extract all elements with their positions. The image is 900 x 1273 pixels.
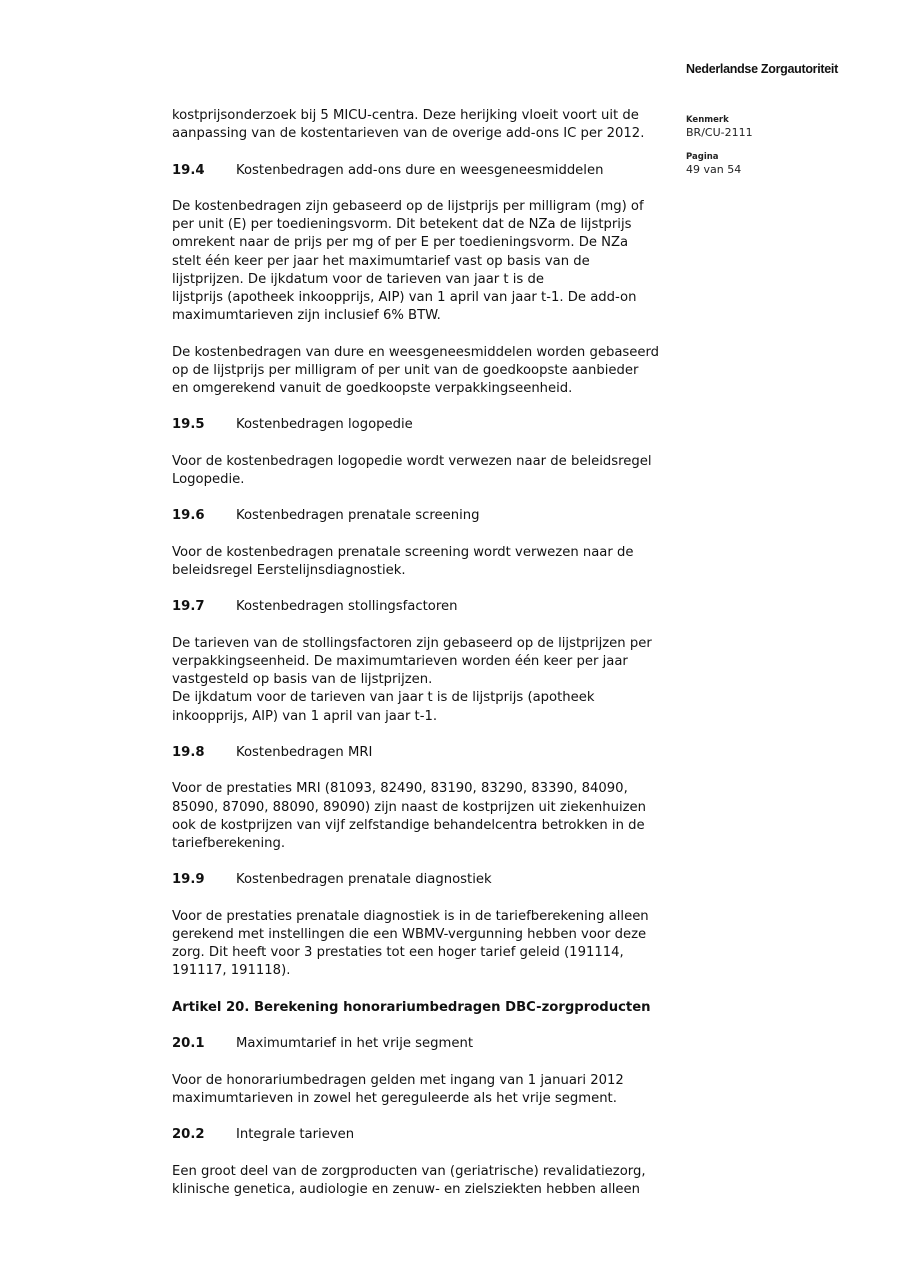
section-heading-20-1 [172, 1035, 682, 1053]
section-heading-19-4 [172, 162, 682, 180]
paragraph [172, 1072, 682, 1108]
section-title: Integrale tarieven [236, 1127, 355, 1143]
text-line: Logopedie. [172, 471, 245, 487]
section-title: Maximumtarief in het vrije segment [236, 1036, 474, 1052]
pagina-label: Pagina [686, 152, 719, 162]
section-heading-19-9 [172, 871, 682, 889]
paragraph [172, 635, 682, 726]
section-title: Kostenbedragen MRI [236, 744, 373, 760]
text-line: tariefberekening. [172, 835, 286, 851]
text-line: Voor de honorariumbedragen gelden met ingang van 1 januari 2012 [172, 1072, 624, 1088]
text-line: 191117, 191118). [172, 963, 291, 979]
pagina-block [686, 152, 741, 177]
paragraph [172, 344, 682, 399]
text-line: en omgerekend vanuit de goedkoopste verpakkingseenheid. [172, 381, 573, 396]
text-line: zorg. Dit heeft voor 3 prestaties tot een hoger tarief geleid (191114, [172, 945, 624, 961]
text-line: lijstprijs (apotheek inkoopprijs, AIP) van 1 april van jaar t-1. De add-on [172, 290, 637, 305]
kenmerk-label: Kenmerk [686, 115, 729, 125]
section-title: Kostenbedragen logopedie [236, 417, 413, 433]
text-line: beleidsregel Eerstelijnsdiagnostiek. [172, 562, 406, 578]
paragraph [172, 453, 682, 489]
section-title: Kostenbedragen prenatale screening [236, 508, 480, 524]
text-line: 85090, 87090, 88090, 89090) zijn naast de kostprijzen uit ziekenhuizen [172, 799, 647, 815]
text-line: gerekend met instellingen die een WBMV-vergunning hebben voor deze [172, 926, 647, 942]
section-heading-19-8 [172, 744, 682, 762]
text-line: inkoopprijs, AIP) van 1 april van jaar t-1. [172, 708, 438, 724]
text-line: maximumtarieven in zowel het gereguleerde als het vrije segment. [172, 1090, 617, 1106]
intro-paragraph [172, 107, 682, 143]
section-number: 19.6 [172, 508, 205, 524]
text-line: De ijkdatum voor de tarieven van jaar t is de lijstprijs (apotheek [172, 690, 595, 706]
text-line: kostprijsonderzoek bij 5 MICU-centra. Deze herijking vloeit voort uit de [172, 108, 639, 123]
paragraph [172, 780, 682, 853]
paragraph [172, 1163, 682, 1199]
section-number: 19.5 [172, 417, 205, 433]
section-title: Kostenbedragen add-ons dure en weesgeneesmiddelen [236, 162, 604, 178]
section-heading-20-2 [172, 1126, 682, 1144]
text-line: omrekent naar de prijs per mg of per E per toedieningsvorm. De NZa [172, 235, 629, 251]
text-line: vastgesteld op basis van de lijstprijzen. [172, 672, 433, 688]
paragraph [172, 544, 682, 580]
kenmerk-value: BR/CU-2111 [686, 126, 753, 139]
section-number: 19.7 [172, 599, 205, 615]
section-number: 19.4 [172, 162, 205, 178]
section-title: Kostenbedragen stollingsfactoren [236, 599, 458, 615]
pagina-value: 49 van 54 [686, 163, 742, 176]
text-line: ook de kostprijzen van vijf zelfstandige behandelcentra betrokken in de [172, 817, 645, 833]
text-line: Voor de kostenbedragen prenatale screening wordt verwezen naar de [172, 544, 634, 560]
text-line: verpakkingseenheid. De maximumtarieven worden één keer per jaar [172, 653, 628, 669]
text-line: stelt één keer per jaar het maximumtarief vast op basis van de [172, 253, 590, 269]
text-line: De kostenbedragen van dure en weesgeneesmiddelen worden gebaseerd [172, 344, 660, 360]
section-number: 19.9 [172, 872, 205, 888]
text-line: per unit (E) per toedieningsvorm. Dit betekent dat de NZa de lijstprijs [172, 217, 632, 233]
text-line: op de lijstprijs per milligram of per unit van de goedkoopste aanbieder [172, 362, 639, 378]
text-line: Een groot deel van de zorgproducten van (geriatrische) revalidatiezorg, [172, 1163, 646, 1179]
section-heading-19-7 [172, 598, 682, 616]
text-line: aanpassing van de kostentarieven van de overige add-ons IC per 2012. [172, 126, 645, 142]
text-line: klinische genetica, audiologie en zenuw- en zielsziekten hebben alleen [172, 1181, 640, 1197]
text-line: De tarieven van de stollingsfactoren zijn gebaseerd op de lijstprijzen per [172, 635, 652, 651]
paragraph [172, 908, 682, 981]
section-title: Kostenbedragen prenatale diagnostiek [236, 872, 492, 888]
text-line: De kostenbedragen zijn gebaseerd op de lijstprijs per milligram (mg) of [172, 198, 644, 214]
section-number: 20.1 [172, 1036, 205, 1052]
organization-name: Nederlandse Zorgautoriteit [686, 62, 838, 76]
section-heading-19-5 [172, 416, 682, 434]
section-heading-19-6 [172, 507, 682, 525]
article-heading-20: Artikel 20. Berekening honorariumbedragen DBC-zorgproducten [172, 999, 651, 1015]
text-line: Voor de prestaties MRI (81093, 82490, 83190, 83290, 83390, 84090, [172, 781, 628, 797]
kenmerk-block [686, 115, 753, 140]
text-line: Voor de prestaties prenatale diagnostiek is in de tariefberekening alleen [172, 908, 649, 924]
text-line: lijstprijzen. De ijkdatum voor de tarieven van jaar t is de [172, 271, 544, 287]
paragraph [172, 198, 682, 325]
text-line: Voor de kostenbedragen logopedie wordt verwezen naar de beleidsregel [172, 453, 652, 469]
section-number: 19.8 [172, 744, 205, 760]
document-body [172, 107, 682, 1217]
text-line: maximumtarieven zijn inclusief 6% BTW. [172, 308, 441, 324]
section-number: 20.2 [172, 1127, 205, 1143]
